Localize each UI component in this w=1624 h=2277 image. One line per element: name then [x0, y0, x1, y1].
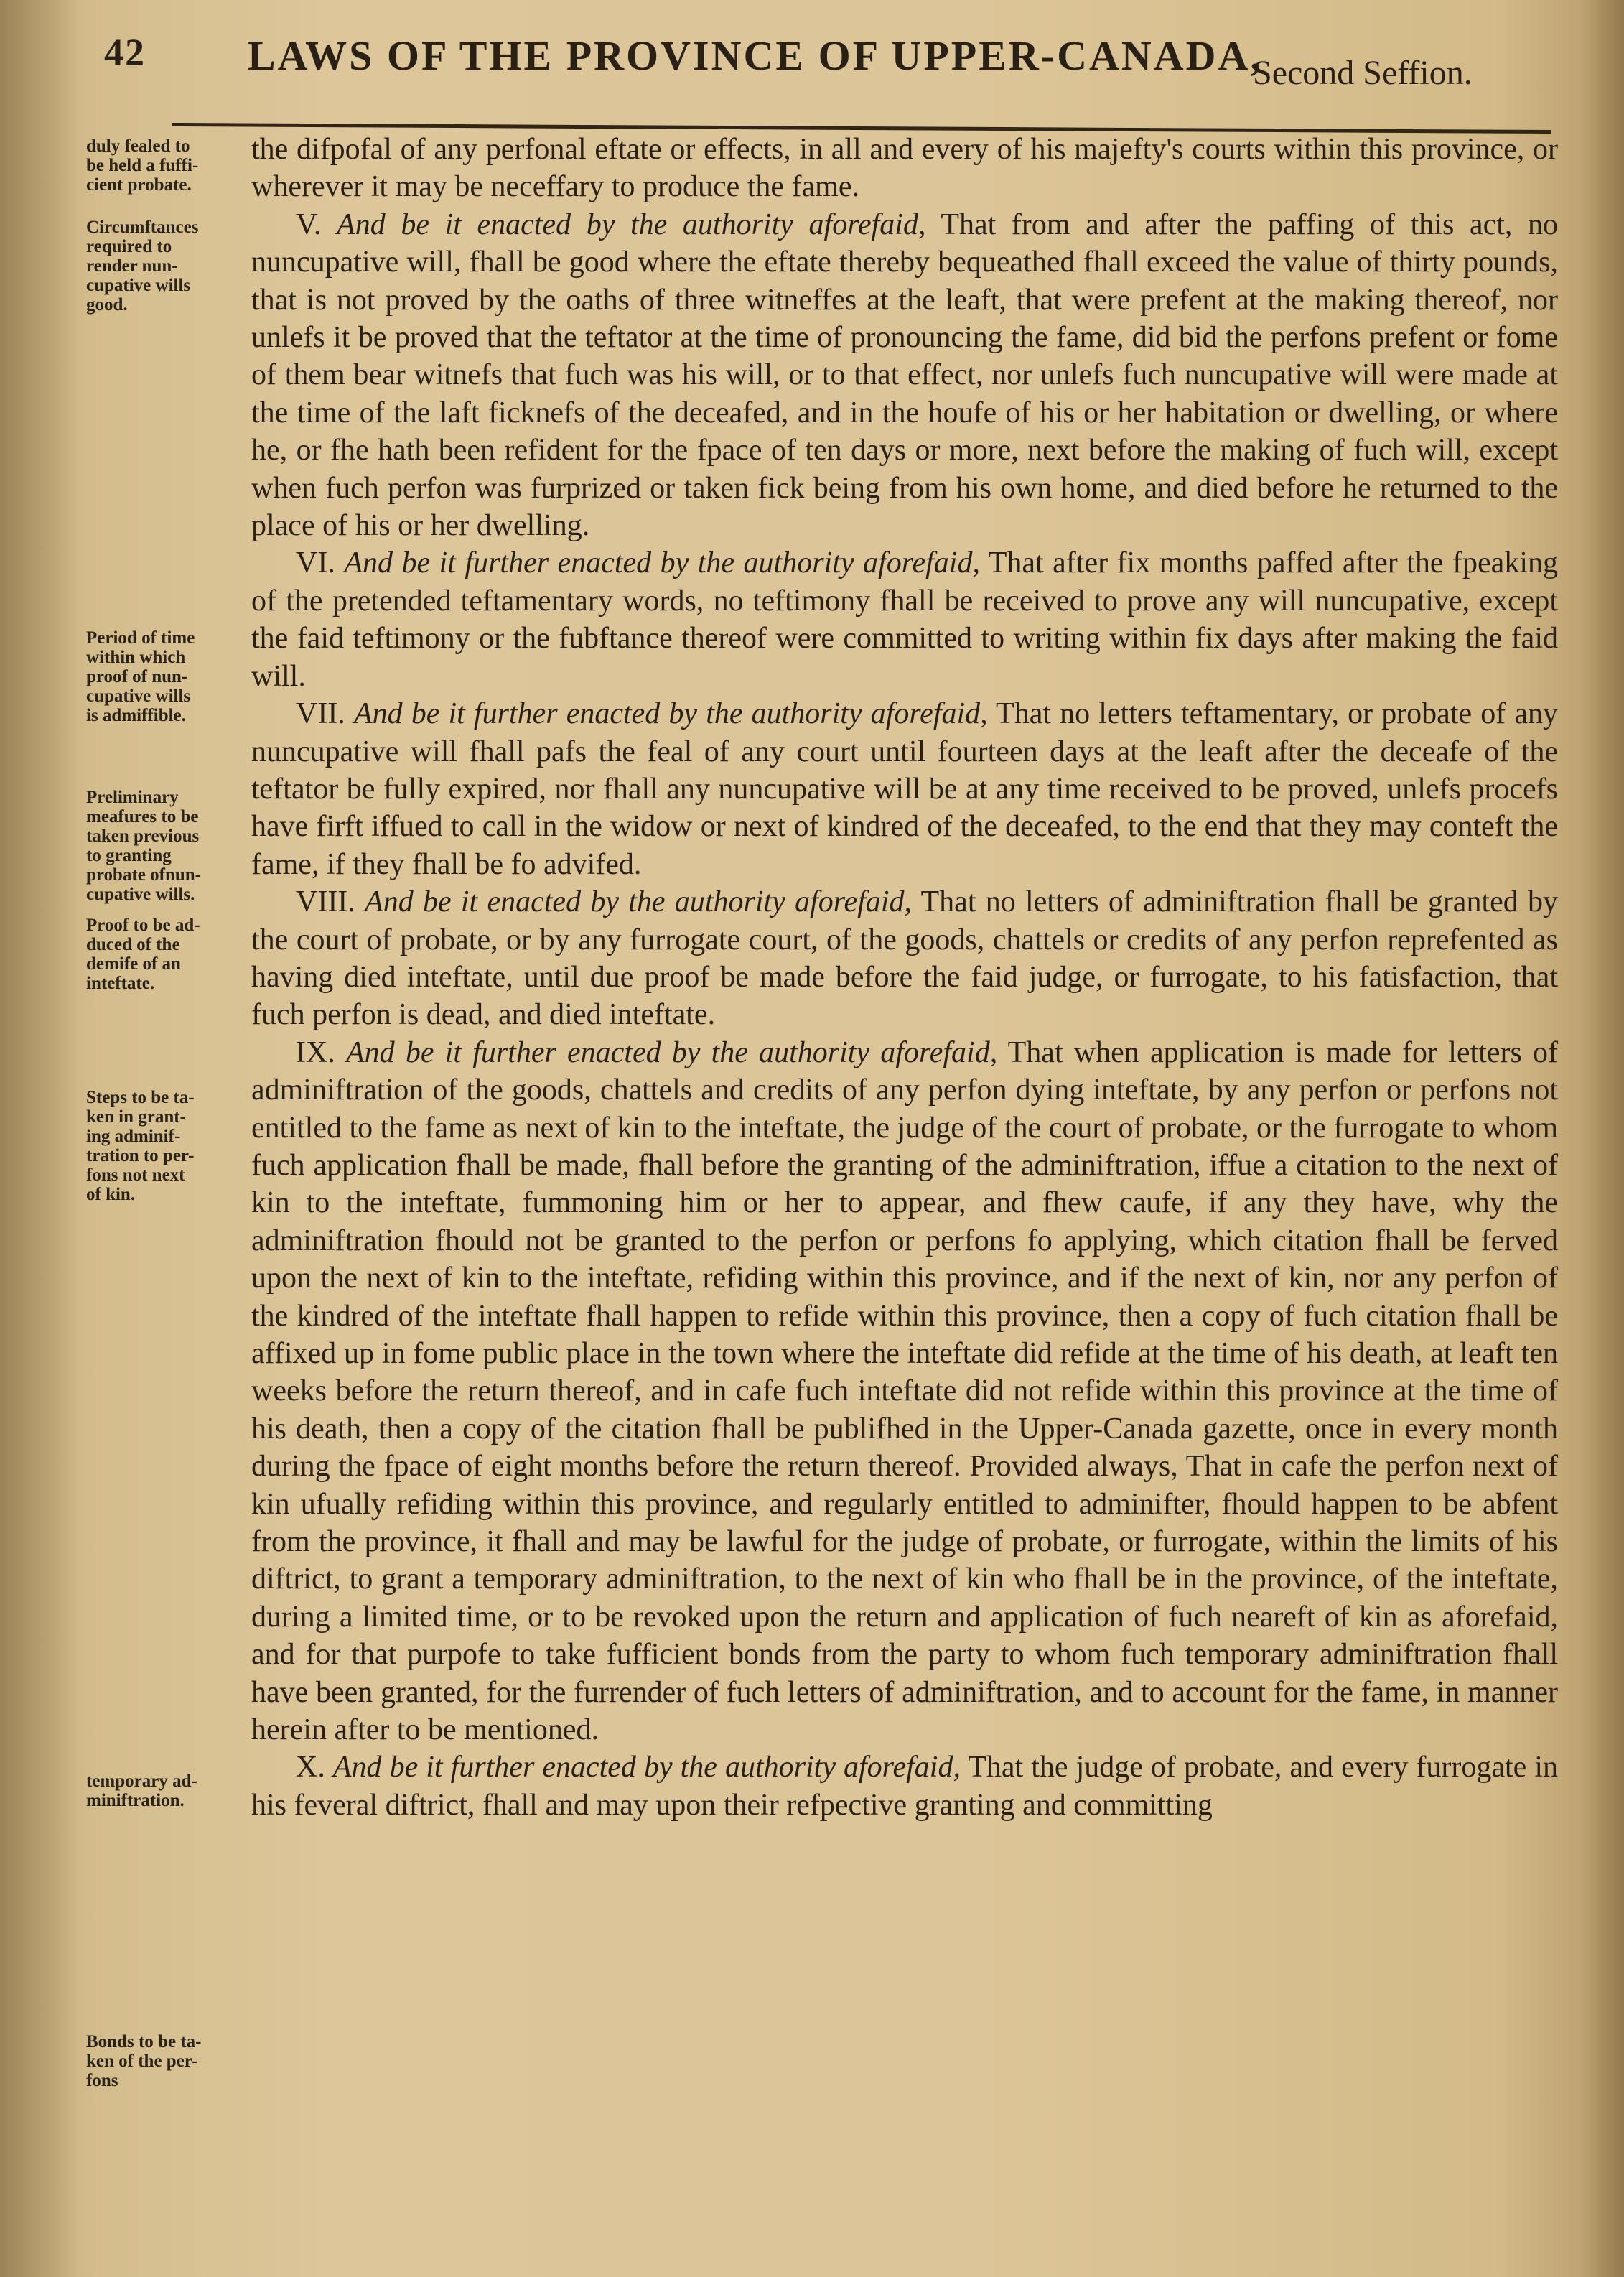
section-text: That after fix months paffed after the fpeaking of the pretended teftamentary words, no teftimony fhall be received to prove any will nuncupative, except the faid teftimony or the fubftance thereof were committed to writing within fix days after making the faid will.	[251, 546, 1558, 693]
margin-note: Circumftances required to render nun- cupative wills good.	[86, 218, 199, 315]
enacting-clause: And be it enacted by the authority aforefaid,	[365, 885, 913, 919]
margin-note: duly fealed to be held a fuffi- cient probate.	[86, 136, 199, 195]
section-text: That when application is made for letters of adminiftration of the goods, chattels and credits of any perfon dying inteftate, by any perfon or perfons not entitled to the fame as next of kin to the inteftate, the judge of the court of probate, or the furrogate to whom fuch application fhall be made, fhall before the granting of the adminiftration, iffue a citation to the next of kin to the inteftate, fummoning him or her to appear, and fhew caufe, if any they have, why the adminiftration fhould not be granted to the perfon or perfons fo applying, which citation fhall be ferved upon the next of kin to the inteftate, refiding within this province, and if the next of kin, nor any perfon of the kindred of the inteftate fhall happen to refide within this province, then a copy of fuch citation fhall be affixed up in fome public place in the town where the inteftate did refide at the time of his death, at leaft ten weeks before the return thereof, and in cafe fuch inteftate did not refide within this province at the time of his death, then a copy of the citation fhall be publifhed in the Upper-Canada gazette, once in every month during the fpace of eight months before the return thereof. Provided always, That in cafe the perfon next of kin ufually refiding within this province, and regularly entitled to adminifter, fhould happen to be abfent from the province, it fhall and may be lawful for the judge of probate, or furrogate, within the limits of his diftrict, to grant a temporary adminiftration, to the next of kin who fhall be in the province, of the inteftate, during a limited time, or to be revoked upon the return and application of fuch neareft of kin as aforefaid, and for that purpofe to take fufficient bonds from the party to whom fuch temporary adminiftration fhall have been granted, for the furrender of fuch letters of adminiftration, and to account for the fame, in manner herein after to be mentioned.	[251, 1035, 1558, 1747]
section-text: That no letters teftamentary, or probate of any nuncupative will fhall pafs the feal of any court until fourteen days at the leaft after the deceafe of the teftator be fully expired, nor fhall any nuncupative will be at any time received to be proved, unlefs procefs have firft iffued to call in the widow or next of kindred of the deceafed, to the end that they may conteft the fame, if they fhall be fo advifed.	[251, 697, 1559, 881]
section-number: IX.	[296, 1035, 335, 1069]
page-number: 42	[104, 31, 146, 74]
section-x	[251, 1749, 1558, 1824]
running-title: LAWS OF THE PROVINCE OF UPPER-CANADA,	[248, 32, 1263, 79]
section-number: VII.	[296, 697, 345, 731]
section-ix	[251, 1034, 1558, 1749]
section-vii	[251, 695, 1558, 883]
section-viii	[251, 883, 1558, 1034]
margin-note: Steps to be ta- ken in grant- ing adminif- tration to per- fons not next of kin.	[86, 1088, 195, 1204]
section-v	[251, 206, 1558, 545]
enacting-clause: And be it enacted by the authority aforefaid,	[337, 208, 926, 241]
section-number: VI.	[296, 546, 335, 580]
margin-note: temporary ad- miniftration.	[86, 1771, 197, 1810]
margin-notes	[86, 133, 258, 2251]
session-label: Second Seffion.	[1253, 54, 1473, 92]
page-header	[104, 22, 1554, 101]
binding-shadow	[0, 0, 79, 2277]
enacting-clause: And be it further enacted by the authority aforefaid,	[344, 546, 980, 580]
margin-note: Proof to be ad- duced of the demife of an inteftate.	[86, 916, 200, 993]
section-text: That no letters of adminiftration fhall be granted by the court of probate, or by any furrogate court, of the goods, chattels or credits of any perfon reprefented as having died inteftate, until due proof be made before the faid judge, or furrogate, to his fatisfaction, that fuch perfon is dead, and died inteftate.	[251, 885, 1559, 1032]
margin-note: Bonds to be ta- ken of the per- fons	[86, 2032, 202, 2090]
section-number: VIII.	[296, 885, 355, 919]
body-text	[251, 131, 1558, 2249]
enacting-clause: And be it further enacted by the authority aforefaid,	[353, 697, 988, 731]
section-number: V.	[296, 208, 322, 241]
section-text: That from and after the paffing of this act, no nuncupative will, fhall be good where the eftate thereby bequeathed fhall exceed the value of thirty pounds, that is not proved by the oaths of three witneffes at the leaft, that were prefent at the making thereof, nor unlefs it be proved that the teftator at the time of pronouncing the fame, did bid the perfons prefent or fome of them bear witnefs that fuch was his will, or to that effect, nor unlefs fuch nuncupative will were made at the time of the laft ficknefs of the deceafed, and in the houfe of his or her habitation or dwelling, or where he, or fhe hath been refident for the fpace of ten days or more, next before the making of fuch will, except when fuch perfon was furprized or taken fick being from his own home, and died before he returned to the place of his or her dwelling.	[251, 208, 1558, 543]
paragraph-continued: the difpofal of any perfonal eftate or effects, in all and every of his majefty's courts within this province, or wherever it may be neceffary to produce the fame.	[251, 133, 1558, 204]
section-vi	[251, 544, 1558, 695]
margin-note: Preliminary meafures to be taken previous to granting probate ofnun- cupative wills.	[86, 788, 201, 904]
enacting-clause: And be it further enacted by the authority aforefaid,	[332, 1751, 961, 1784]
enacting-clause: And be it further enacted by the authority aforefaid,	[346, 1035, 998, 1069]
page-edge	[1581, 0, 1624, 2277]
section-number: X.	[296, 1751, 325, 1784]
section-text: That the judge of probate, and every furrogate in his feveral diftrict, fhall and may upon their refpective granting and committing	[251, 1751, 1559, 1822]
margin-note: Period of time within which proof of nun- cupative wills is admiffible.	[86, 628, 195, 725]
